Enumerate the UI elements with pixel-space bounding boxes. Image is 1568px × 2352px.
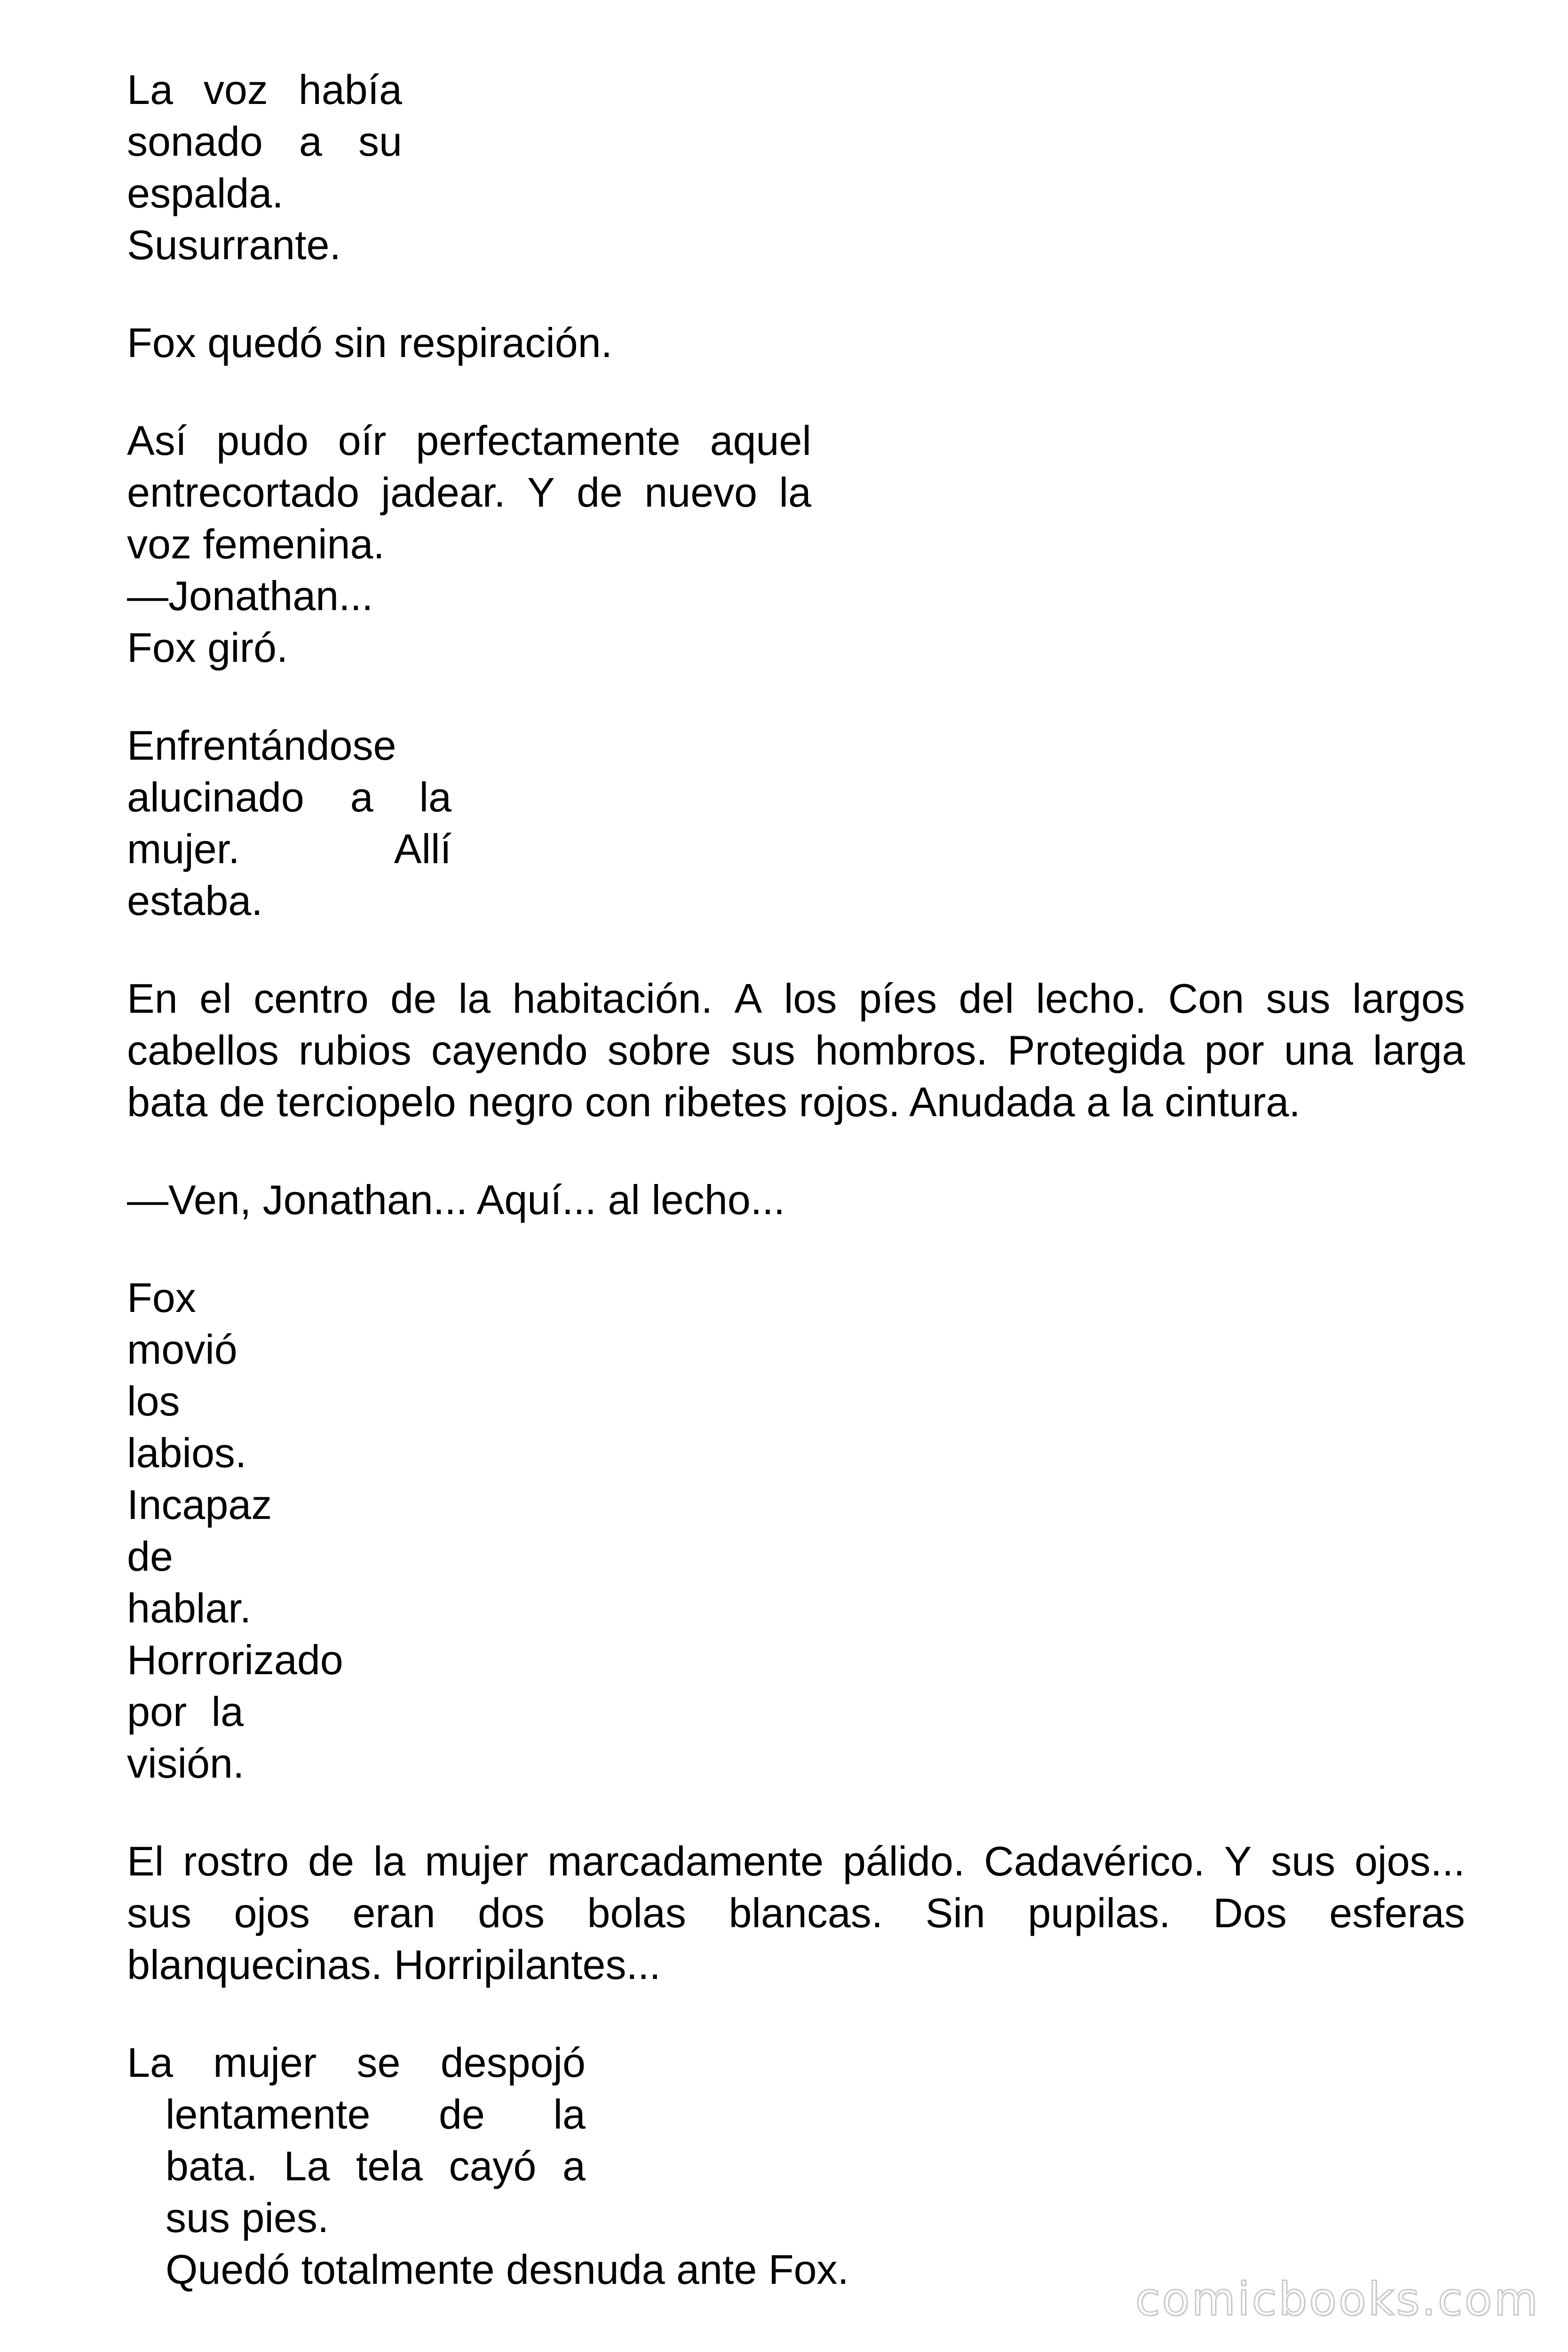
word: En <box>127 975 178 1022</box>
word: una <box>1284 1027 1354 1073</box>
word: mujer <box>425 1838 529 1884</box>
text-line <box>127 1836 1465 1887</box>
text-line: espalda. <box>127 170 284 216</box>
word: se <box>356 2039 401 2086</box>
word: esferas <box>1329 1890 1465 1936</box>
text-line: estaba. <box>127 877 263 924</box>
text-line <box>127 467 811 518</box>
word: el <box>199 975 232 1022</box>
word: del <box>958 975 1014 1022</box>
text-line: Fox quedó sin respiración. <box>127 319 613 366</box>
word: de <box>308 1838 354 1884</box>
word: marcadamente <box>547 1838 824 1884</box>
text-line: de <box>127 1533 173 1580</box>
word: eran <box>352 1890 436 1936</box>
word: de <box>390 975 437 1022</box>
word: a <box>299 118 322 165</box>
word: pupilas. <box>1028 1890 1171 1936</box>
word: a <box>350 774 373 820</box>
word: la <box>419 774 451 820</box>
text-line: Incapaz <box>127 1481 272 1528</box>
word: cayendo <box>431 1027 588 1073</box>
word: perfectamente <box>416 417 681 464</box>
text-line: Susurrante. <box>127 222 341 268</box>
word: entrecortado <box>127 469 360 516</box>
word: Dos <box>1213 1890 1287 1936</box>
text-line: —Jonathan... <box>127 572 373 619</box>
word: Así <box>127 417 187 464</box>
text-line: hablar. <box>127 1585 252 1631</box>
word: hombros. <box>815 1027 988 1073</box>
text-line: Fox <box>127 1274 196 1321</box>
word: oír <box>338 417 387 464</box>
word: por <box>127 1688 187 1735</box>
word: sus <box>1271 1838 1336 1884</box>
word: El <box>127 1838 164 1884</box>
text-line <box>127 771 451 823</box>
word: jadear. <box>381 469 506 516</box>
word: Allí <box>394 826 451 872</box>
word: sus <box>1266 975 1330 1022</box>
word: cabellos <box>127 1027 279 1073</box>
word: Protegida <box>1007 1027 1185 1073</box>
word: despojó <box>440 2039 586 2086</box>
word: pudo <box>216 417 309 464</box>
word: la <box>458 975 491 1022</box>
word: dos <box>478 1890 545 1936</box>
word: Sin <box>925 1890 985 1936</box>
word: habitación. <box>512 975 713 1022</box>
word: rubios <box>299 1027 412 1073</box>
word: píes <box>858 975 937 1022</box>
text-line <box>166 2140 586 2192</box>
word: La <box>127 2039 173 2086</box>
word: Y <box>1224 1838 1252 1884</box>
text-line <box>127 116 402 167</box>
word: largos <box>1352 975 1465 1022</box>
text-line: blanquecinas. Horripilantes... <box>127 1941 661 1988</box>
word: tela <box>356 2143 423 2189</box>
text-line: voz femenina. <box>127 521 385 567</box>
text-line <box>127 1025 1465 1076</box>
word: los <box>784 975 837 1022</box>
word: bolas <box>587 1890 686 1936</box>
text-line: los <box>127 1378 180 1424</box>
word: la <box>553 2091 586 2137</box>
text-line <box>127 2037 586 2089</box>
word: blancas. <box>729 1890 883 1936</box>
word: alucinado <box>127 774 304 820</box>
word: mujer. <box>127 826 240 872</box>
word: había <box>298 66 402 113</box>
word: sus <box>730 1027 795 1073</box>
text-line: visión. <box>127 1740 245 1787</box>
word: su <box>358 118 402 165</box>
word: sobre <box>607 1027 711 1073</box>
word: lentamente <box>166 2091 371 2137</box>
word: centro <box>253 975 369 1022</box>
word: a <box>562 2143 586 2189</box>
text-line: sus pies. <box>166 2194 329 2241</box>
word: cayó <box>449 2143 537 2189</box>
word: ojos <box>234 1890 310 1936</box>
text-line <box>127 1686 244 1738</box>
word: voz <box>203 66 268 113</box>
word: lecho. <box>1036 975 1147 1022</box>
word: rostro <box>183 1838 289 1884</box>
text-line <box>127 64 402 116</box>
word: La <box>127 66 173 113</box>
word: Y <box>527 469 555 516</box>
text-line: Horrorizado <box>127 1637 343 1683</box>
word: de <box>439 2091 485 2137</box>
text-line <box>127 1887 1465 1939</box>
text-line: —Ven, Jonathan... Aquí... al lecho... <box>127 1176 785 1223</box>
word: Cadavérico. <box>984 1838 1205 1884</box>
text-line: Quedó totalmente desnuda ante Fox. <box>166 2246 849 2293</box>
text-line: Fox giró. <box>127 624 288 671</box>
word: A <box>734 975 762 1022</box>
word: la <box>211 1688 244 1735</box>
word: larga <box>1373 1027 1465 1073</box>
text-line <box>127 415 811 467</box>
word: La <box>284 2143 330 2189</box>
text-line: bata de terciopelo negro con ribetes rojos. Anudada a la cintura. <box>127 1079 1300 1125</box>
word: mujer <box>213 2039 317 2086</box>
word: nuevo <box>644 469 758 516</box>
word: sonado <box>127 118 263 165</box>
text-line: labios. <box>127 1430 247 1476</box>
word: sus <box>127 1890 191 1936</box>
text-line <box>166 2089 586 2140</box>
word: bata. <box>166 2143 258 2189</box>
word: Con <box>1168 975 1244 1022</box>
word: de <box>577 469 623 516</box>
word: pálido. <box>843 1838 965 1884</box>
text-line <box>127 973 1465 1025</box>
word: la <box>373 1838 406 1884</box>
watermark: comicbooks.com <box>1135 2273 1540 2326</box>
word: por <box>1204 1027 1265 1073</box>
text-line: movió <box>127 1326 238 1373</box>
word: aquel <box>710 417 811 464</box>
word: ojos... <box>1354 1838 1465 1884</box>
word: la <box>779 469 811 516</box>
text-line <box>127 823 451 875</box>
text-line: Enfrentándose <box>127 722 396 769</box>
